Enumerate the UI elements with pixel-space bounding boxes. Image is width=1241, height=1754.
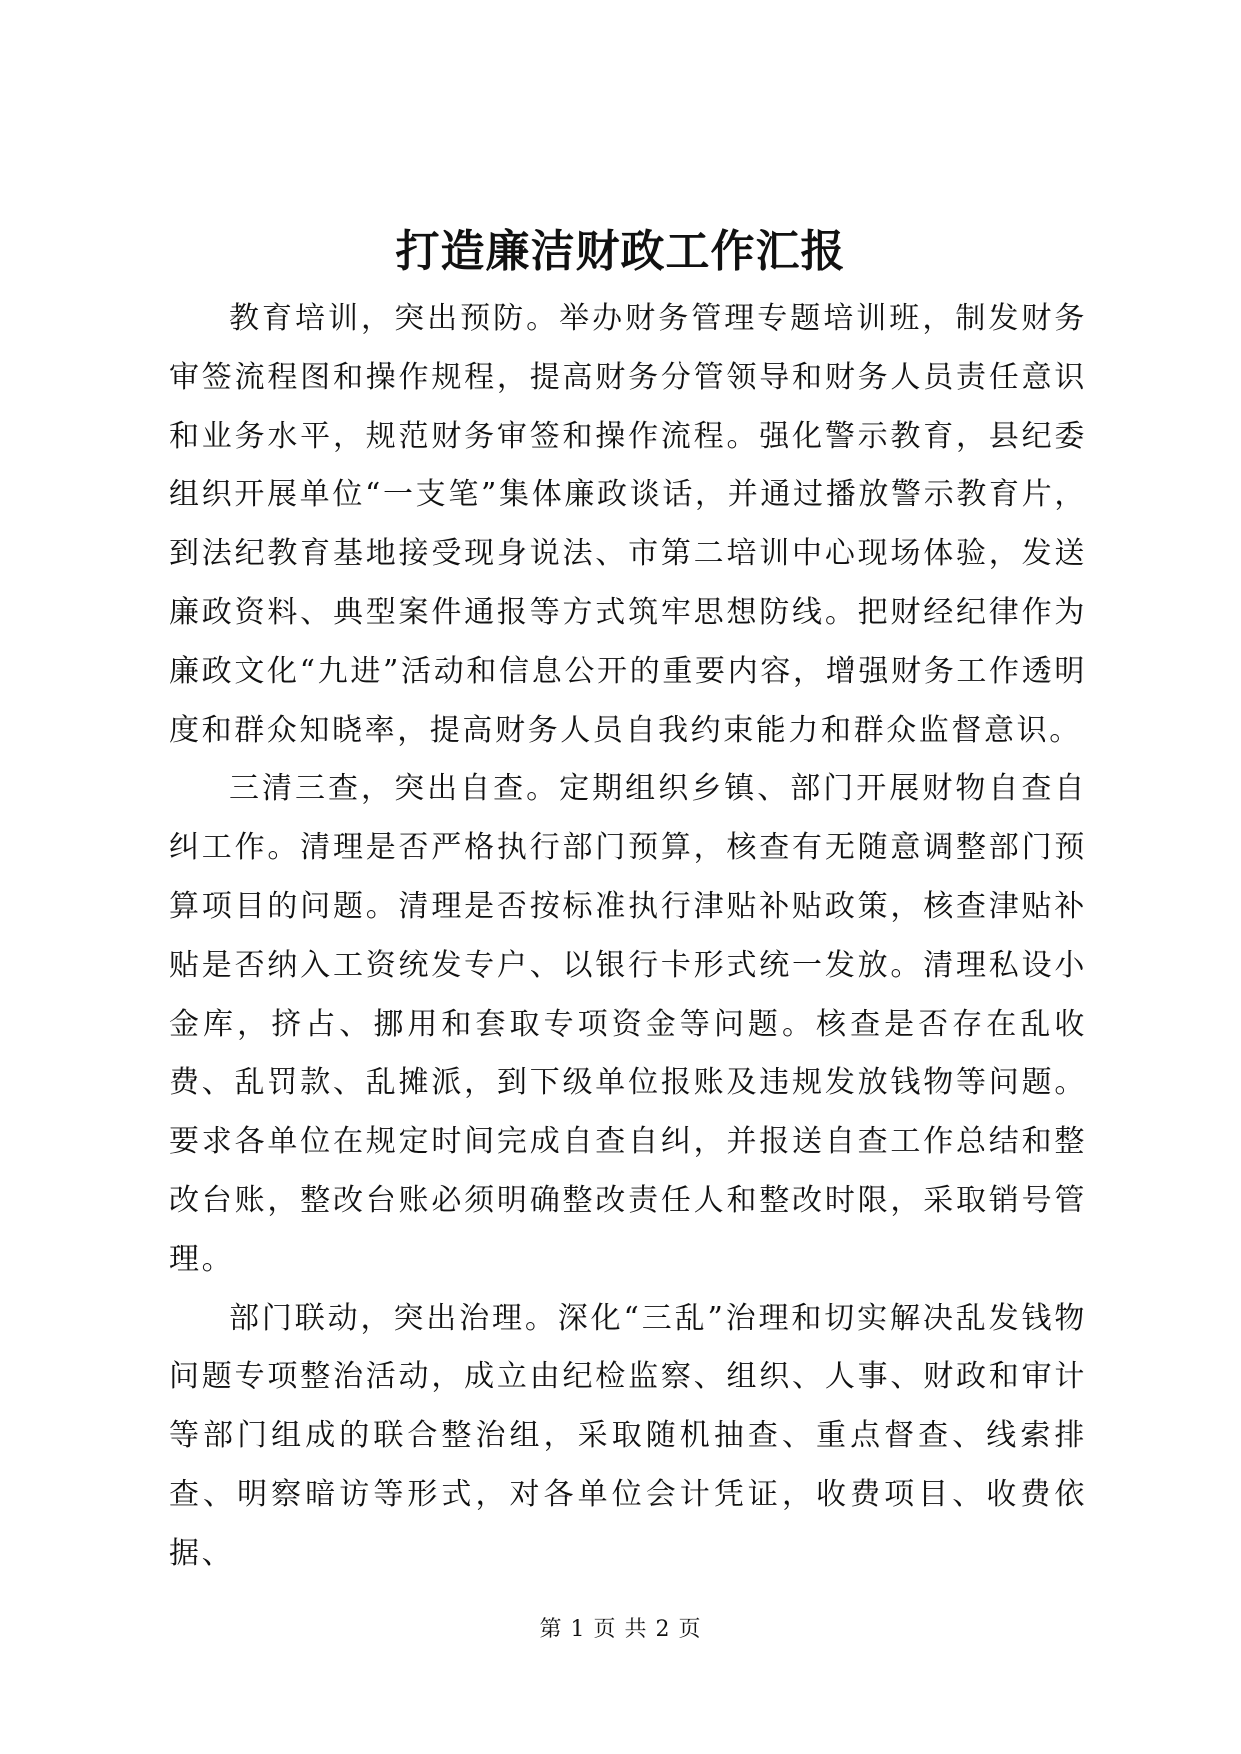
paragraph-education-training: 教育培训，突出预防。举办财务管理专题培训班，制发财务审签流程图和操作规程，提高财务分管领导和财务人员责任意识和业务水平，规范财务审签和操作流程。强化警示教育，县纪委组织开展单位“一支笔”集体廉政谈话，并通过播放警示教育片，到法纪教育基地接受现身说法、市第二培训中心现场体验，发送廉政资料、典型案件通报等方式筑牢思想防线。把财经纪律作为廉政文化“九进”活动和信息公开的重要内容，增强财务工作透明度和群众知晓率，提高财务人员自我约束能力和群众监督意识。 [169,301,1087,748]
paragraph-department-linkage: 部门联动，突出治理。深化“三乱”治理和切实解决乱发钱物问题专项整治活动，成立由纪检监察、组织、人事、财政和审计等部门组成的联合整治组，采取随机抽查、重点督查、线索排查、明察暗访等形式，对各单位会计凭证，收费项目、收费依据、 [169,1300,1087,1571]
document-title: 打造廉洁财政工作汇报 [395,226,846,277]
paragraph-self-inspection: 三清三查，突出自查。定期组织乡镇、部门开展财物自查自纠工作。清理是否严格执行部门预算，核查有无随意调整部门预算项目的问题。清理是否按标准执行津贴补贴政策，核查津贴补贴是否纳入工资统发专户、以银行卡形式统一发放。清理私设小金库，挤占、挪用和套取专项资金等问题。核查是否存在乱收费、乱罚款、乱摊派，到下级单位报账及违规发放钱物等问题。要求各单位在规定时间完成自查自纠，并报送自查工作总结和整改台账，整改台账必须明确整改责任人和整改时限，采取销号管理。 [169,771,1087,1277]
document-body [169,290,1087,1584]
page-number-footer: 第 1 页 共 2 页 [539,1617,702,1642]
